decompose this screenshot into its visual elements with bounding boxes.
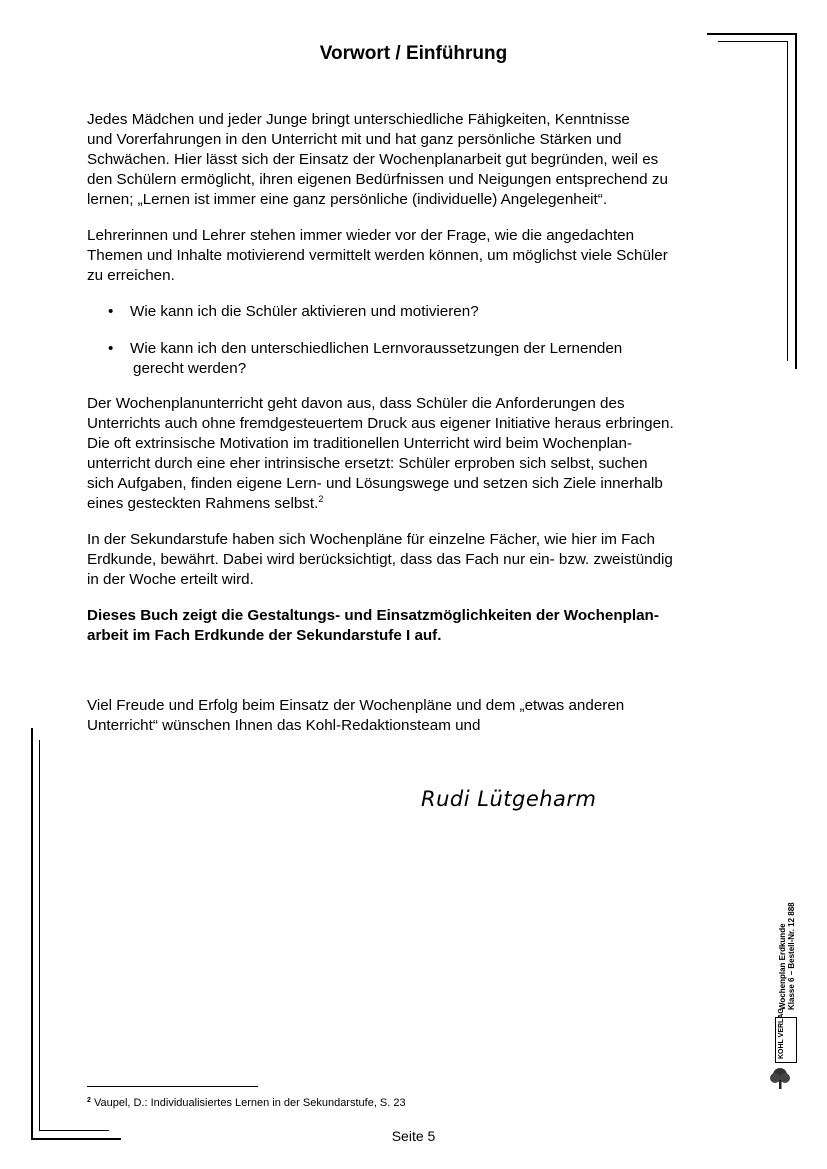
page-number: Seite 5 xyxy=(391,1128,436,1144)
paragraph-summary-bold: Dieses Buch zeigt die Gestaltungs- und Einsatzmöglichkeiten der Wochenplan- arbeit im Fach Erdkunde der Sekundarstufe I auf. xyxy=(87,607,659,644)
bullet-item-1: • Wie kann ich die Schüler aktivieren und motivieren? xyxy=(108,303,479,320)
publisher-name: KOHL VERLAG xyxy=(778,1008,785,1059)
frame-top-rule xyxy=(707,33,795,35)
bullet-marker: • xyxy=(108,303,114,320)
paragraph-intro: Jedes Mädchen und jeder Junge bringt unterschiedliche Fähigkeiten, Kenntnisse und Vorerfahrungen in den Unterricht mit und hat ganz persönliche Stärken und Schwächen. Hier lässt sich der Einsatz der Wochenplanarbeit gut begründen, weil es den Schülern ermöglicht, ihren eigenen Bedürfnissen und Neigungen entsprechend zu lernen; „Lernen ist immer eine ganz persönliche (individuelle) Angelegenheit“. xyxy=(87,111,668,208)
side-label-title: Wochenplan Erdkunde xyxy=(778,923,787,1010)
paragraph-sekundarstufe: In der Sekundarstufe haben sich Wochenpläne für einzelne Fächer, wie hier im Fach Erdkunde, bewährt. Dabei wird berücksichtigt, dass das Fach nur ein- bzw. zweistündig in der Woche erteilt wird. xyxy=(87,531,673,588)
frame-right-rule xyxy=(795,33,797,369)
footnote xyxy=(87,1097,406,1109)
footnote-reference: 2 xyxy=(318,494,324,504)
paragraph-question: Lehrerinnen und Lehrer stehen immer wieder vor der Frage, wie die angedachten Themen und Inhalte motivierend vermittelt werden können, um möglichst viele Schüler zu erreichen. xyxy=(87,227,668,284)
side-label-order: Klasse 6 – Bestell-Nr. 12 888 xyxy=(787,902,796,1010)
frame-left-rule-inner xyxy=(39,740,40,1130)
paragraph-wochenplan: Der Wochenplanunterricht geht davon aus, dass Schüler die Anforderungen des Unterrichts auch ohne fremdgesteuertem Druck aus eigener Initiative heraus erbringen. Die oft extrinsische Motivation im traditionellen Unterricht wird beim Wochenplan- unterricht durch eine eher intrinsische ersetzt: Schüler erproben sich selbst, suchen sich Aufgaben, finden eigene Lern- und Lösungswege und setzen sich Ziele innerhalb eines gesteckten Rahmens selbst.$^2$ xyxy=(87,395,674,512)
footnote-separator xyxy=(87,1086,258,1087)
footnote-text: Vaupel, D.: Individualisiertes Lernen in der Sekundarstufe, S. 23 xyxy=(93,1097,406,1109)
publisher-logo xyxy=(775,1008,797,1063)
frame-right-rule-inner xyxy=(787,41,788,361)
bullet-item-2: • Wie kann ich den unterschiedlichen Lernvoraussetzungen der Lernenden gerecht werden? xyxy=(108,340,623,377)
side-label xyxy=(778,902,796,1010)
bullet-marker: • xyxy=(108,340,114,357)
frame-top-rule-inner xyxy=(718,41,788,42)
footnote-number: 2 xyxy=(87,1097,91,1104)
paragraph-closing: Viel Freude und Erfolg beim Einsatz der Wochenpläne und dem „etwas anderen Unterricht“ wünschen Ihnen das Kohl-Redaktionsteam und xyxy=(87,697,625,734)
signature: Rudi Lütgeharm xyxy=(421,787,597,811)
tree-logo-icon xyxy=(768,1066,792,1090)
frame-left-rule xyxy=(31,728,33,1138)
page-title: Vorwort / Einführung xyxy=(319,43,508,64)
